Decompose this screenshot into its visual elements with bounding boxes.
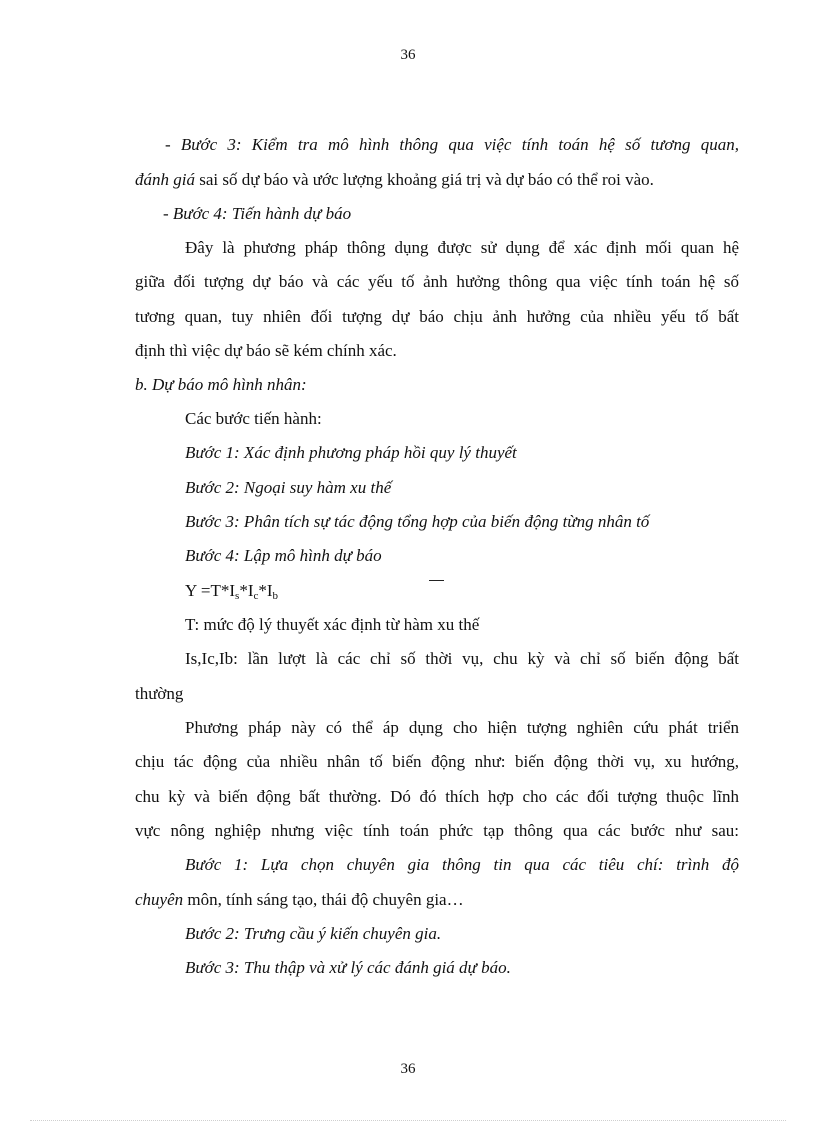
definition-t: T: mức độ lý thuyết xác định từ hàm xu thế bbox=[185, 615, 480, 634]
model-step-3: Bước 3: Phân tích sự tác động tổng hợp của biến động từng nhân tố bbox=[185, 512, 650, 531]
paragraph2-line1: Phương pháp này có thể áp dụng cho hiện tượng nghiên cứu phát triển bbox=[185, 718, 739, 737]
paragraph2-line4: vực nông nghiệp nhưng việc tính toán phức tạp thông qua các bước như sau: bbox=[135, 821, 739, 840]
paragraph1-line4: định thì việc dự báo sẽ kém chính xác. bbox=[135, 341, 397, 360]
paragraph1-line3: tương quan, tuy nhiên đối tượng dự báo chịu ảnh hưởng của nhiều yếu tố bất bbox=[135, 307, 739, 326]
expert-step-1-line2 bbox=[135, 890, 464, 910]
step3-line: - Bước 3: Kiểm tra mô hình thông qua việc tính toán hệ số tương quan, bbox=[165, 135, 739, 154]
formula: $Y =T*I_s*I_c*I_b$ bbox=[185, 581, 279, 602]
paragraph2-line2: chịu tác động của nhiều nhân tố biến động như: biến động thời vụ, xu hướng, bbox=[135, 752, 739, 771]
step3-continuation bbox=[135, 170, 654, 190]
step3-italic-text: đánh giá bbox=[135, 170, 195, 189]
model-step-2: Bước 2: Ngoại suy hàm xu thế bbox=[185, 478, 392, 497]
model-step-4: Bước 4: Lập mô hình dự báo bbox=[185, 546, 382, 565]
steps-intro: Các bước tiến hành: bbox=[185, 409, 322, 428]
expert-step-1-line1: Bước 1: Lựa chọn chuyên gia thông tin qua các tiêu chí: trình độ bbox=[185, 855, 739, 874]
step4-line: - Bước 4: Tiến hành dự báo bbox=[163, 204, 352, 223]
decorative-dash bbox=[429, 580, 444, 581]
expert-step-2: Bước 2: Trưng cầu ý kiến chuyên gia. bbox=[185, 924, 442, 943]
definition-indices-line1: Is,Ic,Ib: lần lượt là các chỉ số thời vụ, chu kỳ và chỉ số biến động bất bbox=[185, 649, 739, 668]
paragraph1-line2: giữa đối tượng dự báo và các yếu tố ảnh hưởng thông qua việc tính toán hệ số bbox=[135, 272, 739, 291]
expert-step-1-rest: môn, tính sáng tạo, thái độ chuyên gia… bbox=[183, 890, 464, 909]
expert-step-1-italic: chuyên bbox=[135, 890, 184, 909]
page-bottom-rule bbox=[30, 1120, 786, 1121]
expert-step-3: Bước 3: Thu thập và xử lý các đánh giá dự báo. bbox=[185, 958, 511, 977]
step3-rest-text: sai số dự báo và ước lượng khoảng giá trị và dự báo có thể roi vào. bbox=[194, 170, 654, 189]
definition-indices-line2: thường bbox=[135, 684, 184, 703]
page-number-header: 36 bbox=[400, 47, 416, 63]
section-heading-b: b. Dự báo mô hình nhân: bbox=[135, 375, 307, 394]
model-step-1: Bước 1: Xác định phương pháp hồi quy lý thuyết bbox=[185, 443, 517, 462]
paragraph1-line1: Đây là phương pháp thông dụng được sử dụng để xác định mối quan hệ bbox=[185, 238, 739, 257]
paragraph2-line3: chu kỳ và biến động bất thường. Dó đó thích hợp cho các đối tượng thuộc lĩnh bbox=[135, 787, 739, 806]
page-number-footer: 36 bbox=[400, 1061, 416, 1077]
